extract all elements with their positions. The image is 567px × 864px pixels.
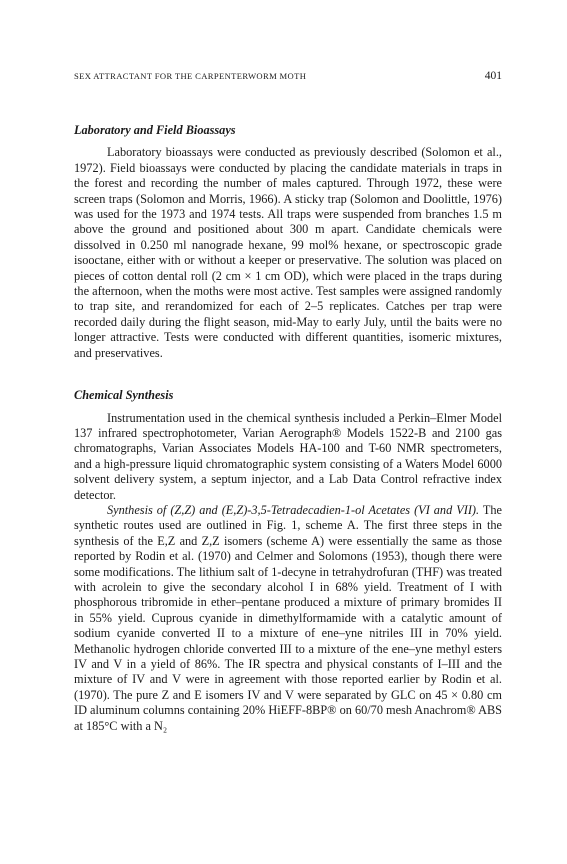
- page-number: 401: [484, 70, 502, 82]
- running-title: SEX ATTRACTANT FOR THE CARPENTERWORM MOTH: [74, 71, 307, 81]
- subsection-text: The synthetic routes used are outlined in Fig. 1, scheme A. The first three steps in the synthesis of the E,Z and Z,Z isomers (scheme A) were essentially the same as those reported by Rodin et al. (1970) and Celmer and Solomons (1953), though there were some modifications. The lithium salt of 1-decyne in tetrahydrofuran (THF) was treated with acrolein to give the secondary alcohol I in 68% yield. Treatment of I with phosphorous tribromide in ether–pentane produced a mixture of primary bromides II in 55% yield. Cuprous cyanide in dimethylformamide with a catalytic amount of sodium cyanide converted II to a mixture of ene–yne nitriles III in 70% yield. Methanolic hydrogen chloride converted III to a mixture of the ene–yne methyl esters IV and V in a yield of 86%. The IR spectra and physical constants of I–III and the mixture of IV and V were in agreement with those reported earlier by Rodin et al. (1970). The pure Z and E isomers IV and V were separated by GLC on 45 × 0.80 cm ID aluminum columns containing 20% HiEFF-8BP® on 60/70 mesh Anachrom® ABS at 185°C with a N₂: [74, 502, 502, 733]
- paragraph-synthesis: [74, 503, 502, 734]
- section-heading-chemical-synthesis: Chemical Synthesis: [74, 388, 174, 403]
- paragraph-bioassays: Laboratory bioassays were conducted as previously described (Solomon et al., 1972). Field bioassays were conducted by placing the candidate materials in traps in the forest and recording the number of males captured. Through 1972, these were screen traps (Solomon and Morris, 1966). A sticky trap (Solomon and Doolittle, 1976) was used for the 1973 and 1974 tests. All traps were suspended from branches 1.5 m above the ground and positioned about 300 m apart. Candidate chemicals were dissolved in 0.250 ml nanograde hexane, 99 mol% hexane, or spectroscopic grade isooctane, either with or without a keeper or preservative. The solution was placed on pieces of cotton dental roll (2 cm × 1 cm OD), which were placed in the traps during the afternoon, when the moths were most active. Test samples were assigned randomly to trap site, and rerandomized for each of 2–5 replicates. Catches per trap were recorded daily during the flight season, mid-May to early July, until the baits were no longer attractive. Tests were conducted with different quantities, isomeric mixtures, and preservatives.: [74, 145, 502, 360]
- page: [74, 70, 502, 734]
- running-header: [74, 70, 502, 92]
- paragraph-instrumentation: Instrumentation used in the chemical synthesis included a Perkin–Elmer Model 137 infrared spectrophotometer, Varian Aerograph® Models 1522-B and 2100 gas chromatographs, Varian Associates Models HA-100 and T-60 NMR spectrometers, and a high-pressure liquid chromatographic system consisting of a Waters Model 6000 solvent delivery system, a septum injector, and a Lab Data Control refractive index detector.: [74, 410, 502, 502]
- section-heading-bioassays: Laboratory and Field Bioassays: [74, 123, 236, 137]
- subsection-lead: Synthesis of (Z,Z) and (E,Z)-3,5-Tetradecadien-1-ol Acetates (VI and VII).: [107, 502, 480, 517]
